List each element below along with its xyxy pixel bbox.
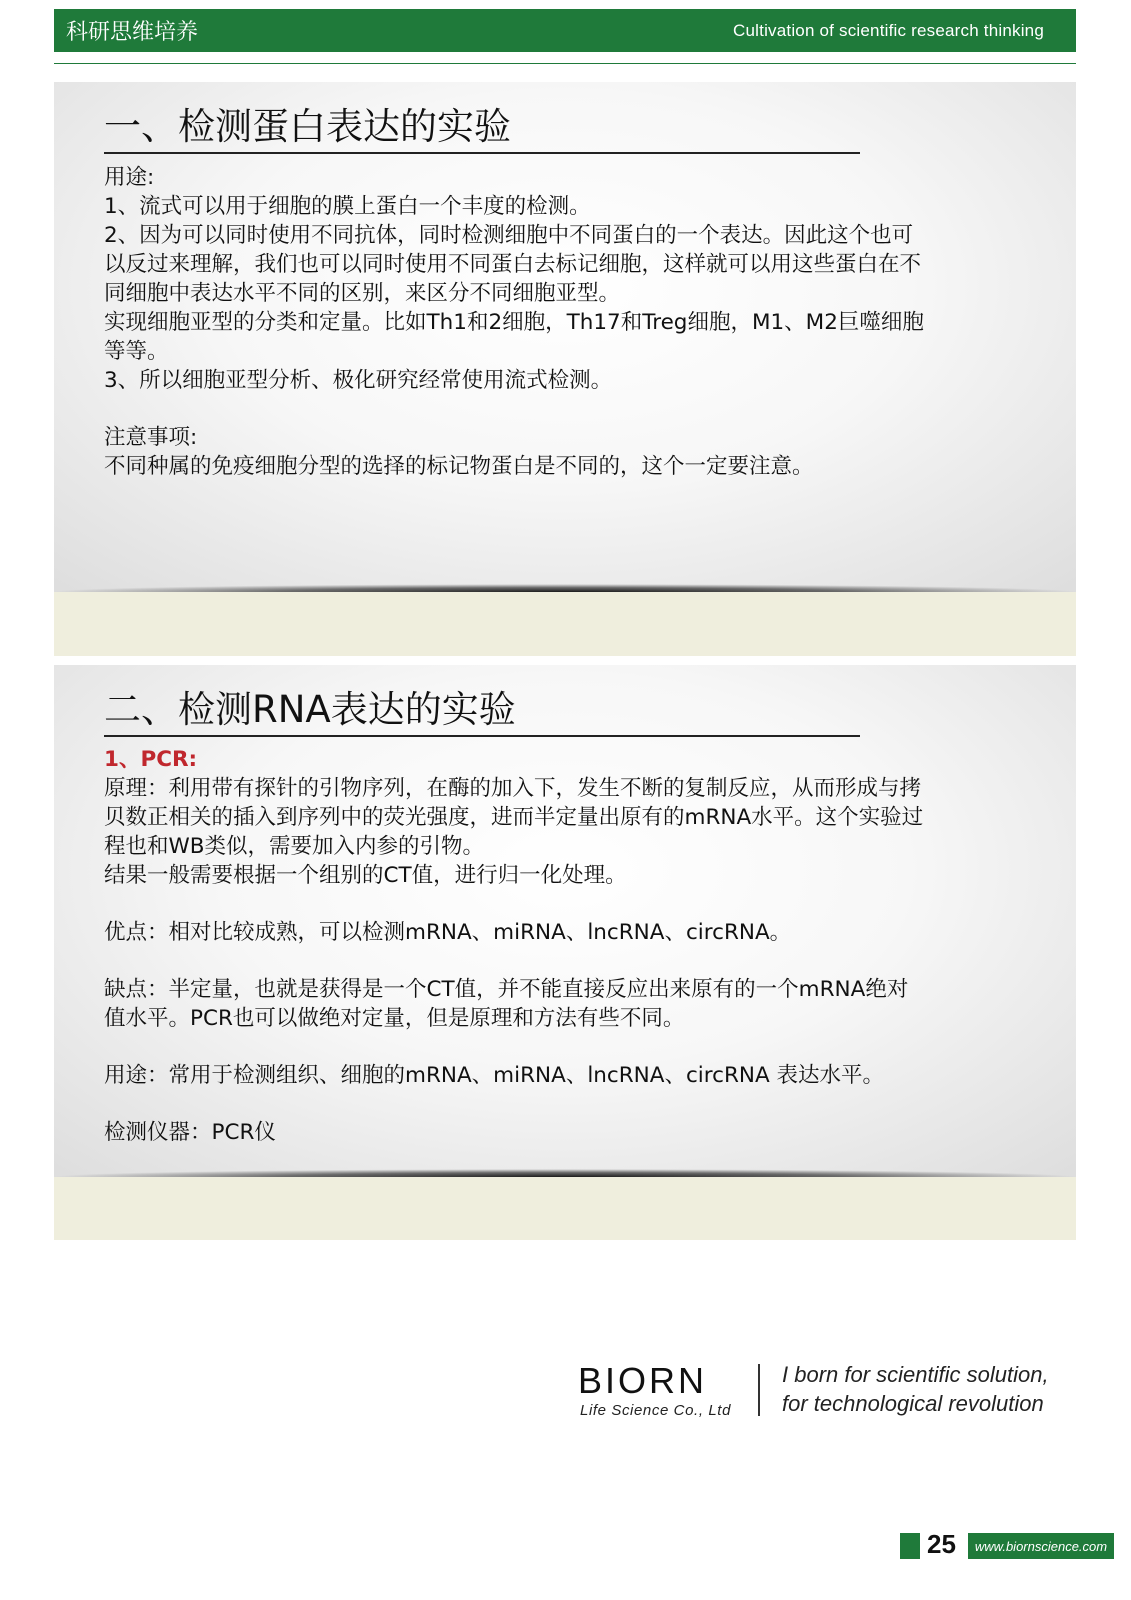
- footer-accent-block: [900, 1533, 920, 1559]
- logo-divider: [758, 1364, 760, 1416]
- text-line: 等等。: [104, 339, 169, 364]
- section-body: [104, 745, 1024, 1147]
- text-line: 程也和WB类似，需要加入内参的引物。: [104, 834, 485, 859]
- usage-text: 用途：常用于检测组织、细胞的mRNA、miRNA、lncRNA、circRNA 表达水平。: [104, 1063, 885, 1088]
- text-line: 值水平。PCR也可以做绝对定量，但是原理和方法有些不同。: [104, 1006, 685, 1031]
- section-title: 二、检测RNA表达的实验: [104, 687, 860, 737]
- text-line: 以反过来理解，我们也可以同时使用不同蛋白去标记细胞，这样就可以用这些蛋白在不: [104, 252, 922, 277]
- spacer: [104, 395, 1024, 423]
- pcr-heading: 1、PCR:: [104, 747, 198, 772]
- instrument-text: 检测仪器：PCR仪: [104, 1120, 276, 1145]
- section-panel-rna: [54, 665, 1076, 1177]
- text-line: 同细胞中表达水平不同的区别，来区分不同细胞亚型。: [104, 281, 621, 306]
- notes-label: 注意事项:: [104, 425, 198, 450]
- notes-text: 不同种属的免疫细胞分型的选择的标记物蛋白是不同的，这个一定要注意。: [104, 454, 814, 479]
- section-panel-protein: [54, 82, 1076, 592]
- footer-url: www.biornscience.com: [968, 1533, 1114, 1559]
- beige-band: [54, 1177, 1076, 1240]
- section-body: [104, 163, 1024, 481]
- section-title: 一、检测蛋白表达的实验: [104, 104, 860, 154]
- text-line: 贝数正相关的插入到序列中的荧光强度，进而半定量出原有的mRNA水平。这个实验过: [104, 805, 924, 830]
- header-right-title: Cultivation of scientific research thinking: [733, 20, 1044, 40]
- text-line: 3、所以细胞亚型分析、极化研究经常使用流式检测。: [104, 368, 613, 393]
- panel-shadow: [54, 1169, 1076, 1177]
- text-line: 原理：利用带有探针的引物序列，在酶的加入下，发生不断的复制反应，从而形成与拷: [104, 776, 922, 801]
- text-line: 2、因为可以同时使用不同抗体，同时检测细胞中不同蛋白的一个表达。因此这个也可: [104, 223, 914, 248]
- company-logo-block: [578, 1360, 1078, 1424]
- text-line: 结果一般需要根据一个组别的CT值，进行归一化处理。: [104, 863, 627, 888]
- text-line: 1、流式可以用于细胞的膜上蛋白一个丰度的检测。: [104, 194, 591, 219]
- panel-shadow: [54, 584, 1076, 592]
- logo-wordmark: BIORN: [578, 1360, 708, 1401]
- spacer: [104, 1033, 1024, 1061]
- logo-subtitle: Life Science Co., Ltd: [580, 1402, 732, 1419]
- spacer: [104, 947, 1024, 975]
- beige-band: [54, 592, 1076, 656]
- spacer: [104, 890, 1024, 918]
- page-number: 25: [927, 1529, 956, 1559]
- spacer: [104, 1090, 1024, 1118]
- slogan-line: for technological revolution: [782, 1391, 1044, 1416]
- header-divider: [54, 63, 1076, 64]
- text-line: 缺点：半定量，也就是获得是一个CT值，并不能直接反应出来原有的一个mRNA绝对: [104, 977, 909, 1002]
- text-line: 用途:: [104, 165, 155, 190]
- advantages-text: 优点：相对比较成熟，可以检测mRNA、miRNA、lncRNA、circRNA。: [104, 920, 792, 945]
- header-left-title: 科研思维培养: [66, 20, 199, 45]
- text-line: 实现细胞亚型的分类和定量。比如Th1和2细胞，Th17和Treg细胞，M1、M2巨噬细胞: [104, 310, 924, 335]
- slogan-line: I born for scientific solution,: [782, 1362, 1049, 1387]
- header-bar: [54, 9, 1076, 52]
